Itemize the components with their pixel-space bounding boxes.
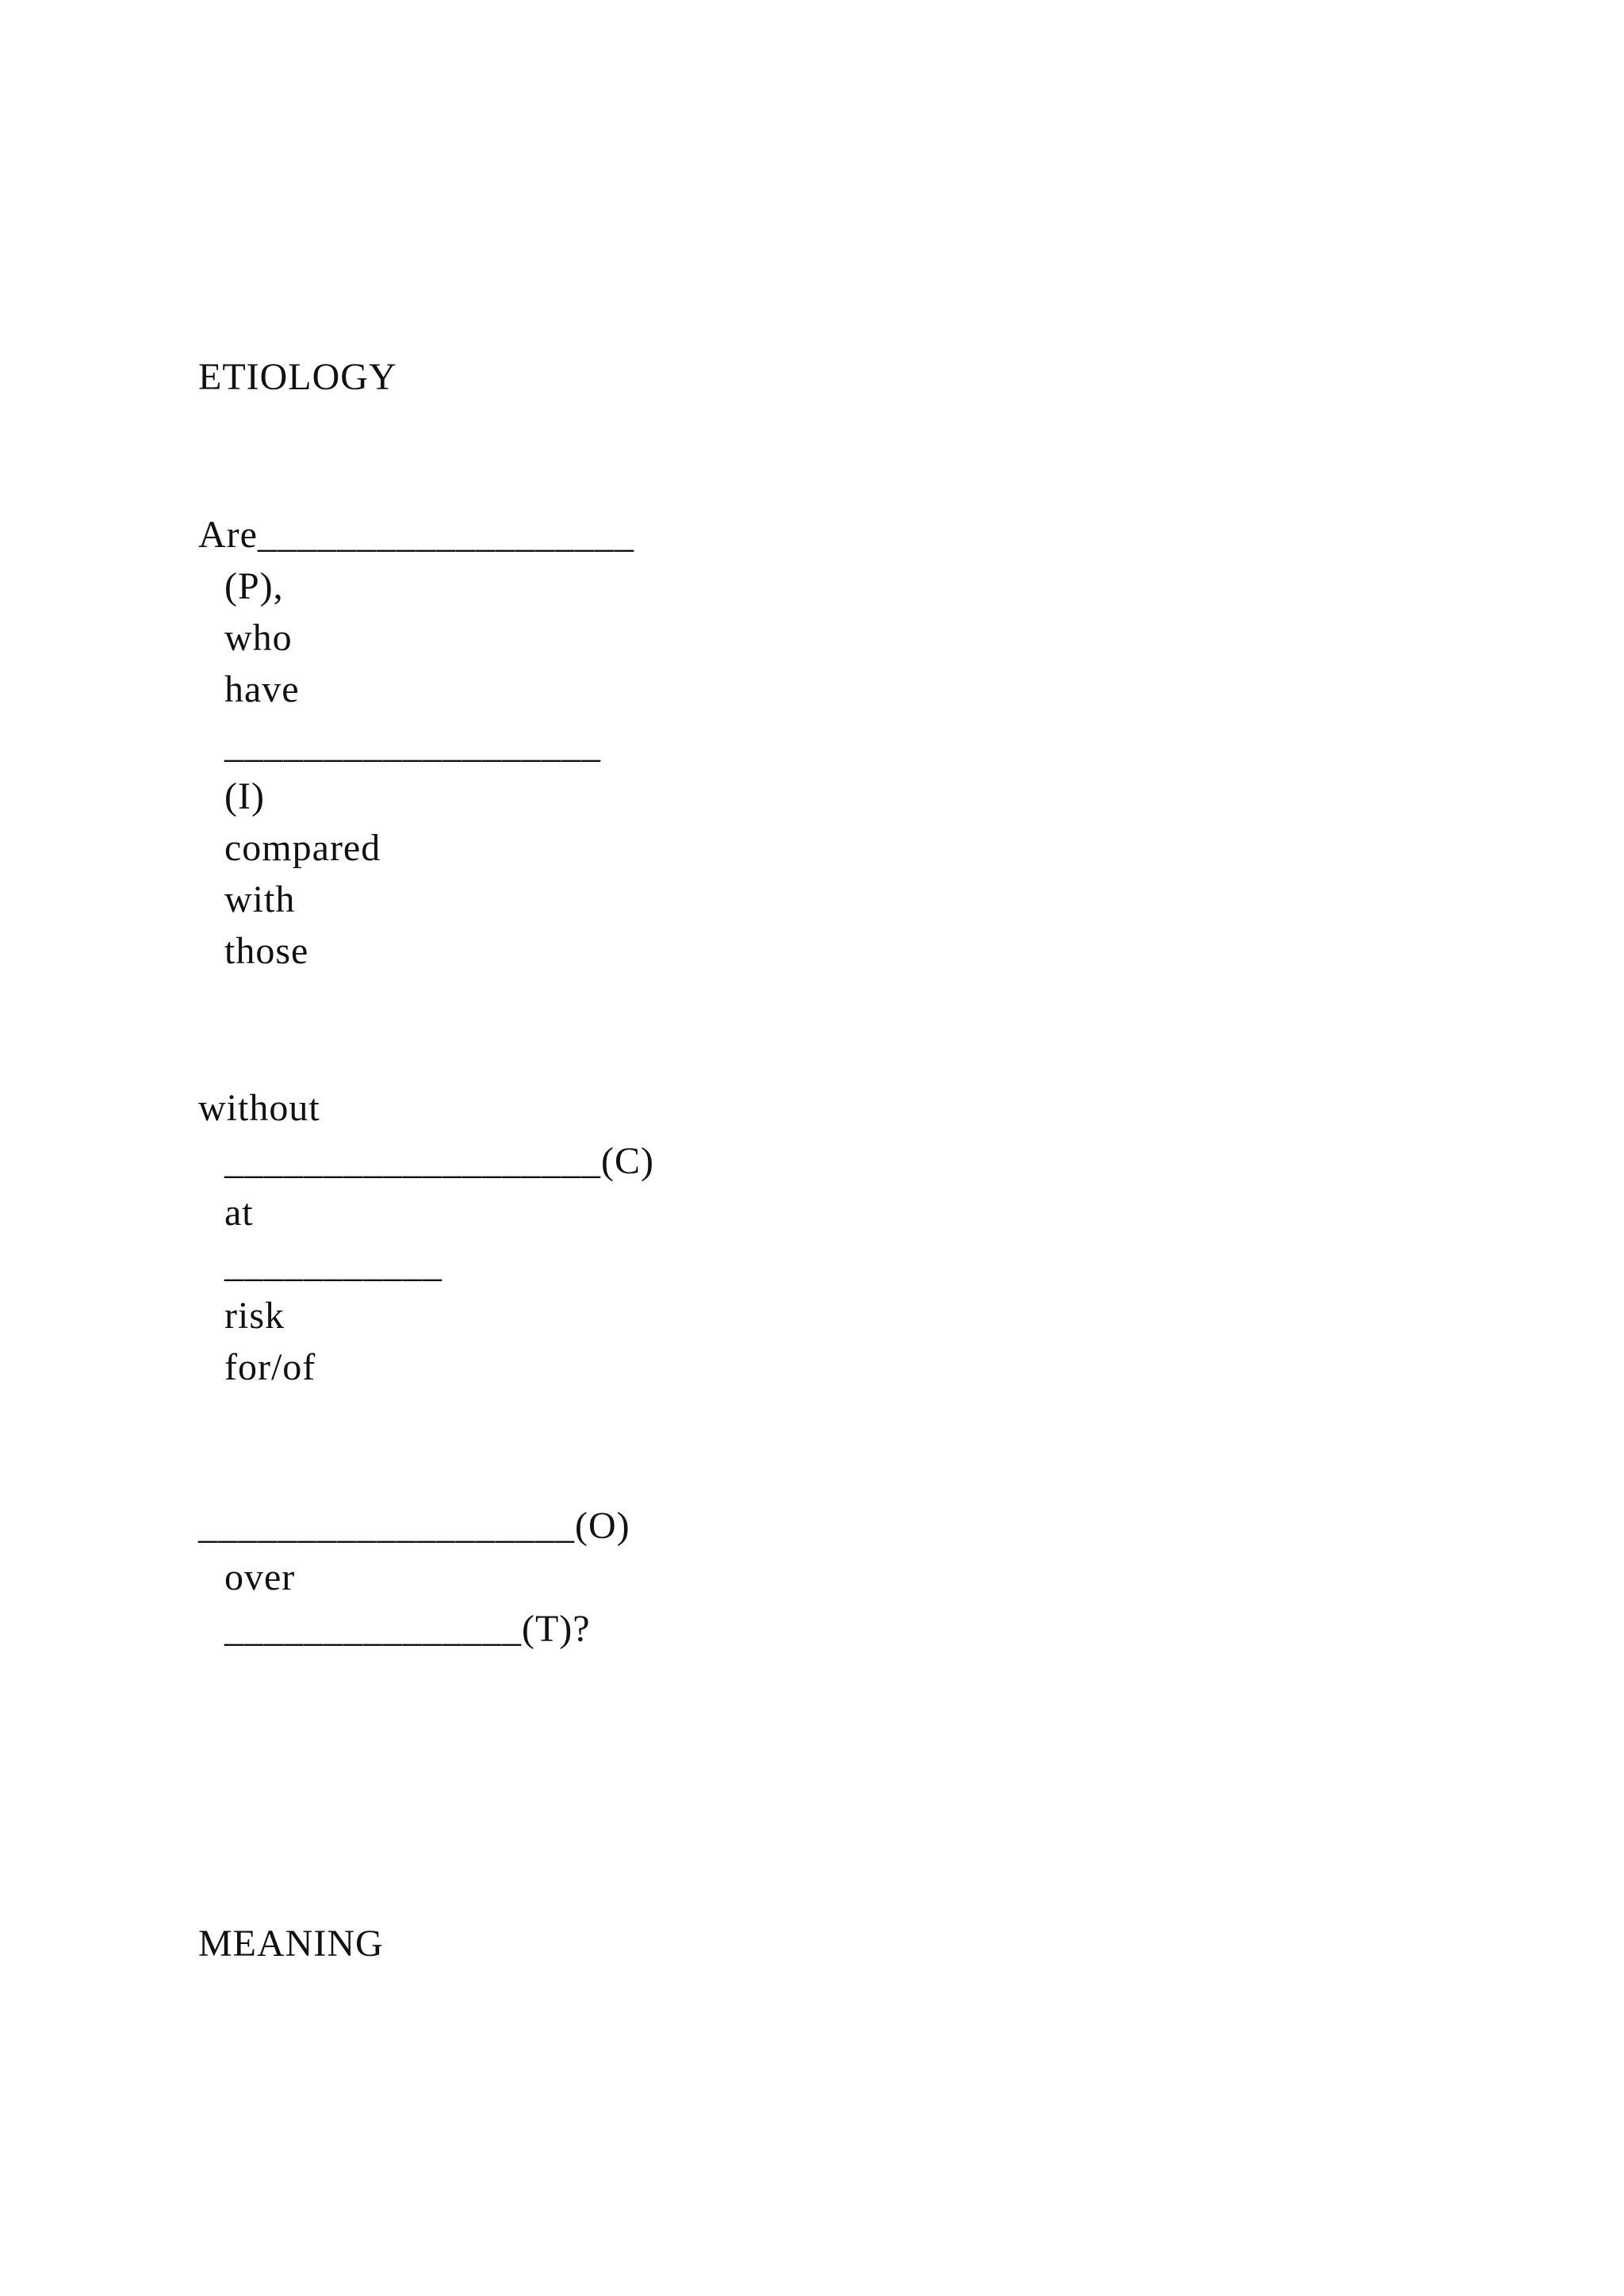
question-line: ___________________(C) xyxy=(224,1140,654,1182)
question-line: Are___________________ xyxy=(198,514,634,556)
question-line: risk xyxy=(224,1295,285,1337)
question-line: compared xyxy=(224,827,381,869)
blank-line: ___________ xyxy=(224,1243,442,1285)
question-line: over xyxy=(224,1556,296,1598)
question-line: at xyxy=(224,1192,254,1234)
section-heading-etiology: ETIOLOGY xyxy=(198,356,397,398)
question-line: _______________(T)? xyxy=(224,1608,591,1650)
question-line: (P), xyxy=(224,565,284,607)
blank-line: ___________________ xyxy=(224,724,601,766)
question-line: those xyxy=(224,930,309,972)
question-line: without xyxy=(198,1087,320,1129)
question-line: for/of xyxy=(224,1346,316,1388)
question-line: who xyxy=(224,617,293,659)
question-line: with xyxy=(224,878,296,920)
section-heading-meaning: MEANING xyxy=(198,1923,384,1965)
question-line: have xyxy=(224,668,300,710)
question-line: ___________________(O) xyxy=(198,1505,630,1547)
question-line: (I) xyxy=(224,775,265,817)
